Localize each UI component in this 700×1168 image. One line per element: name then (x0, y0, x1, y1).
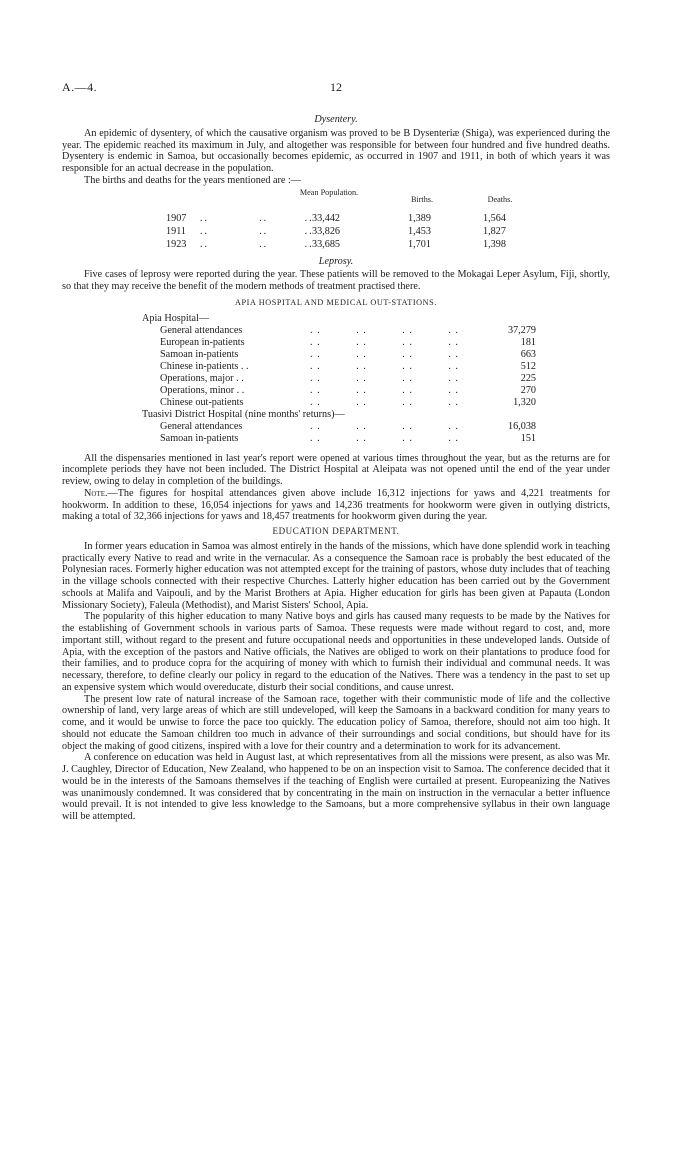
table-cell-population: 33,685 (312, 238, 341, 250)
apia-hospital-label: Apia Hospital— (142, 312, 210, 324)
stat-value: 512 (520, 360, 536, 372)
table-cell-year: 1911 (166, 225, 186, 237)
page-number: 12 (330, 80, 342, 94)
stat-label: Chinese in-patients . . (160, 360, 249, 372)
education-paragraph-2: The popularity of this higher education to many Native boys and girls has caused many requests to be made by the Natives for the establishing of Government schools in various parts of Samoa. These requests were made without regard to cost, and, more important still, without regard to the present and future occupational needs and opportunities in these undeveloped lands. Outside of Apia, with the exception of the pastors and Native officials, the Natives are obliged to work on their plantations to produce food for their families, and to produce copra for the acquiring of money with which to furnish their individual and communal needs. It was necessary, therefore, to define clearly our policy in regard to the education of the Natives. There was a tendency in the past to set up an expensive system which would overeducate, disturb their social conditions, and cause unrest. (62, 611, 610, 693)
births-deaths-intro: The births and deaths for the years mentioned are :— (84, 174, 301, 186)
list-item (62, 361, 610, 373)
education-paragraph-3: The present low rate of natural increase of the Samoan race, together with their communistic mode of life and the collective ownership of land, very large areas of which are still undeveloped, will keep the Samoans in a backward condition for many years to come, and it would be unwise to force the pace too quickly. The education policy of Samoa, therefore, should not aim too high. It should not educate the Samoan children too much in advance of their surroundings and social conditions, but should have for its object the making of good citizens, inspired with a love for their country and a determination to work for its advancement. (62, 693, 610, 752)
stat-label: European in-patients (160, 336, 245, 348)
list-item (62, 337, 610, 349)
leader-dots: . . . . . . . . (310, 348, 459, 360)
leader-dots: .. .. .. (200, 225, 314, 237)
page-header (62, 80, 610, 96)
table-cell-population: 33,826 (312, 225, 341, 237)
stat-label: Samoan in-patients (160, 348, 239, 360)
list-item (62, 421, 610, 433)
list-item (62, 433, 610, 445)
dysentery-paragraph: An epidemic of dysentery, of which the causative organism was proved to be B Dysenteriæ (Shiga), was experienced during the year. The epidemic reached its maximum in July, and altogether was responsible for between four hundred and five hundred deaths. Dysentery is endemic in Samoa, but occasionally becomes epidemic, as occurred in 1907 and 1911, in both of which years it was responsible for an actual decrease in the population. (62, 127, 610, 174)
table-row (62, 226, 610, 238)
education-paragraph-1: In former years education in Samoa was almost entirely in the hands of the missions, which have done splendid work in teaching practically every Native to read and write in the vernacular. As a consequence the Samoan race is probably the best educated of the Polynesian races. Formerly higher education was not attempted except for the training of pastors, whose duty includes that of teaching in the village schools connected with their respective Churches. Latterly higher education has been carried out by the Government schools at Malifa and Vaipouli, and by the Marist Brothers at Apia. Higher education for girls has been given at Papauta (London Missionary Society), Faleula (Methodist), and Marist Sisters' School, Apia. (62, 540, 610, 611)
document-reference: A.—4. (62, 80, 98, 94)
apia-hospital-label-row (62, 313, 610, 325)
stat-label: Chinese out-patients (160, 396, 244, 408)
stat-value: 16,038 (507, 420, 536, 432)
note-paragraph (62, 488, 610, 523)
table-cell-births: 1,453 (408, 225, 431, 237)
stat-label: Operations, minor . . (160, 384, 245, 396)
document-body (62, 112, 610, 823)
stat-value: 151 (520, 432, 536, 444)
stat-label: General attendances (160, 420, 243, 432)
leprosy-heading: Leprosy. (318, 255, 354, 267)
table-cell-births: 1,701 (408, 238, 431, 250)
stat-value: 225 (520, 372, 536, 384)
leader-dots: . . . . . . . . (310, 372, 459, 384)
list-item (62, 385, 610, 397)
leader-dots: . . . . . . . . (310, 396, 459, 408)
leader-dots: . . . . . . . . (310, 324, 459, 336)
stat-label: General attendances (160, 324, 243, 336)
table-cell-year: 1907 (166, 212, 187, 224)
table-cell-year: 1923 (166, 238, 187, 250)
stat-label: Operations, major . . (160, 372, 244, 384)
note-label: Note. (84, 487, 108, 499)
leader-dots: .. .. .. (200, 212, 314, 224)
dispensaries-paragraph: All the dispensaries mentioned in last year's report were opened at various times throughout the year, but as the returns are for incomplete periods they have not been included. The District Hospital at Aleipata was not opened until the end of the year under review, owing to delay in completion of the buildings. (62, 452, 610, 487)
table-header-row (62, 188, 610, 210)
stat-value: 181 (520, 336, 536, 348)
leader-dots: . . . . . . . . (310, 336, 459, 348)
leader-dots: .. .. .. (200, 238, 314, 250)
list-item (62, 397, 610, 409)
note-text: —The figures for hospital attendances given above include 16,312 injections for yaws and 4,221 treatments for hookworm. In addition to these, 16,054 injections for yaws and 14,236 treatments for hookworm were given in outlying districts, making a total of 32,366 injections for yaws and 18,457 treatments for hookworm given during the year. (62, 487, 610, 523)
leader-dots: . . . . . . . . (310, 384, 459, 396)
leader-dots: . . . . . . . . (310, 420, 459, 432)
column-header-deaths: Deaths. (487, 194, 513, 204)
table-row (62, 239, 610, 251)
education-heading: EDUCATION DEPARTMENT. (272, 526, 400, 536)
leader-dots: . . . . . . . . (310, 360, 459, 372)
column-header-population: Mean Population. (299, 187, 359, 197)
list-item (62, 373, 610, 385)
stat-value: 1,320 (513, 396, 536, 408)
stat-label: Samoan in-patients (160, 432, 239, 444)
table-cell-deaths: 1,827 (483, 225, 506, 237)
hospital-statistics (62, 313, 610, 487)
table-row (62, 213, 610, 225)
leprosy-paragraph: Five cases of leprosy were reported during the year. These patients will be removed to the Mokagai Leper Asylum, Fiji, shortly, so that they may receive the benefit of the modern methods of treatment practised there. (62, 269, 610, 292)
table-cell-deaths: 1,398 (483, 238, 506, 250)
table-cell-births: 1,389 (408, 212, 431, 224)
births-deaths-table (62, 188, 610, 252)
dysentery-heading: Dysentery. (314, 114, 358, 125)
leader-dots: . . . . . . . . (310, 432, 459, 444)
tuasivi-hospital-label: Tuasivi District Hospital (nine months' returns)— (142, 408, 345, 420)
stat-value: 270 (520, 384, 536, 396)
stat-value: 37,279 (507, 324, 536, 336)
tuasivi-hospital-label-row (62, 409, 610, 421)
list-item (62, 325, 610, 337)
list-item (62, 349, 610, 361)
table-cell-deaths: 1,564 (483, 212, 506, 224)
table-cell-population: 33,442 (312, 212, 341, 224)
column-header-births: Births. (410, 194, 434, 204)
stat-value: 663 (520, 348, 536, 360)
hospital-heading: APIA HOSPITAL AND MEDICAL OUT-STATIONS. (235, 297, 437, 307)
education-paragraph-4: A conference on education was held in August last, at which representatives from all the missions were present, as also was Mr. J. Caughley, Director of Education, New Zealand, who happened to be on an inspection visit to Samoa. The conference decided that it would be in the interests of the Samoans themselves if the teaching of English were curtailed at present. Europeanizing the Natives was unanimously condemned. It was considered that by concentrating in the main on instruction in the vernacular a better influence would prevail. It is not intended to give less knowledge to the Samoans, but a more comprehensive syllabus in their own language will be attempted. (62, 752, 610, 822)
